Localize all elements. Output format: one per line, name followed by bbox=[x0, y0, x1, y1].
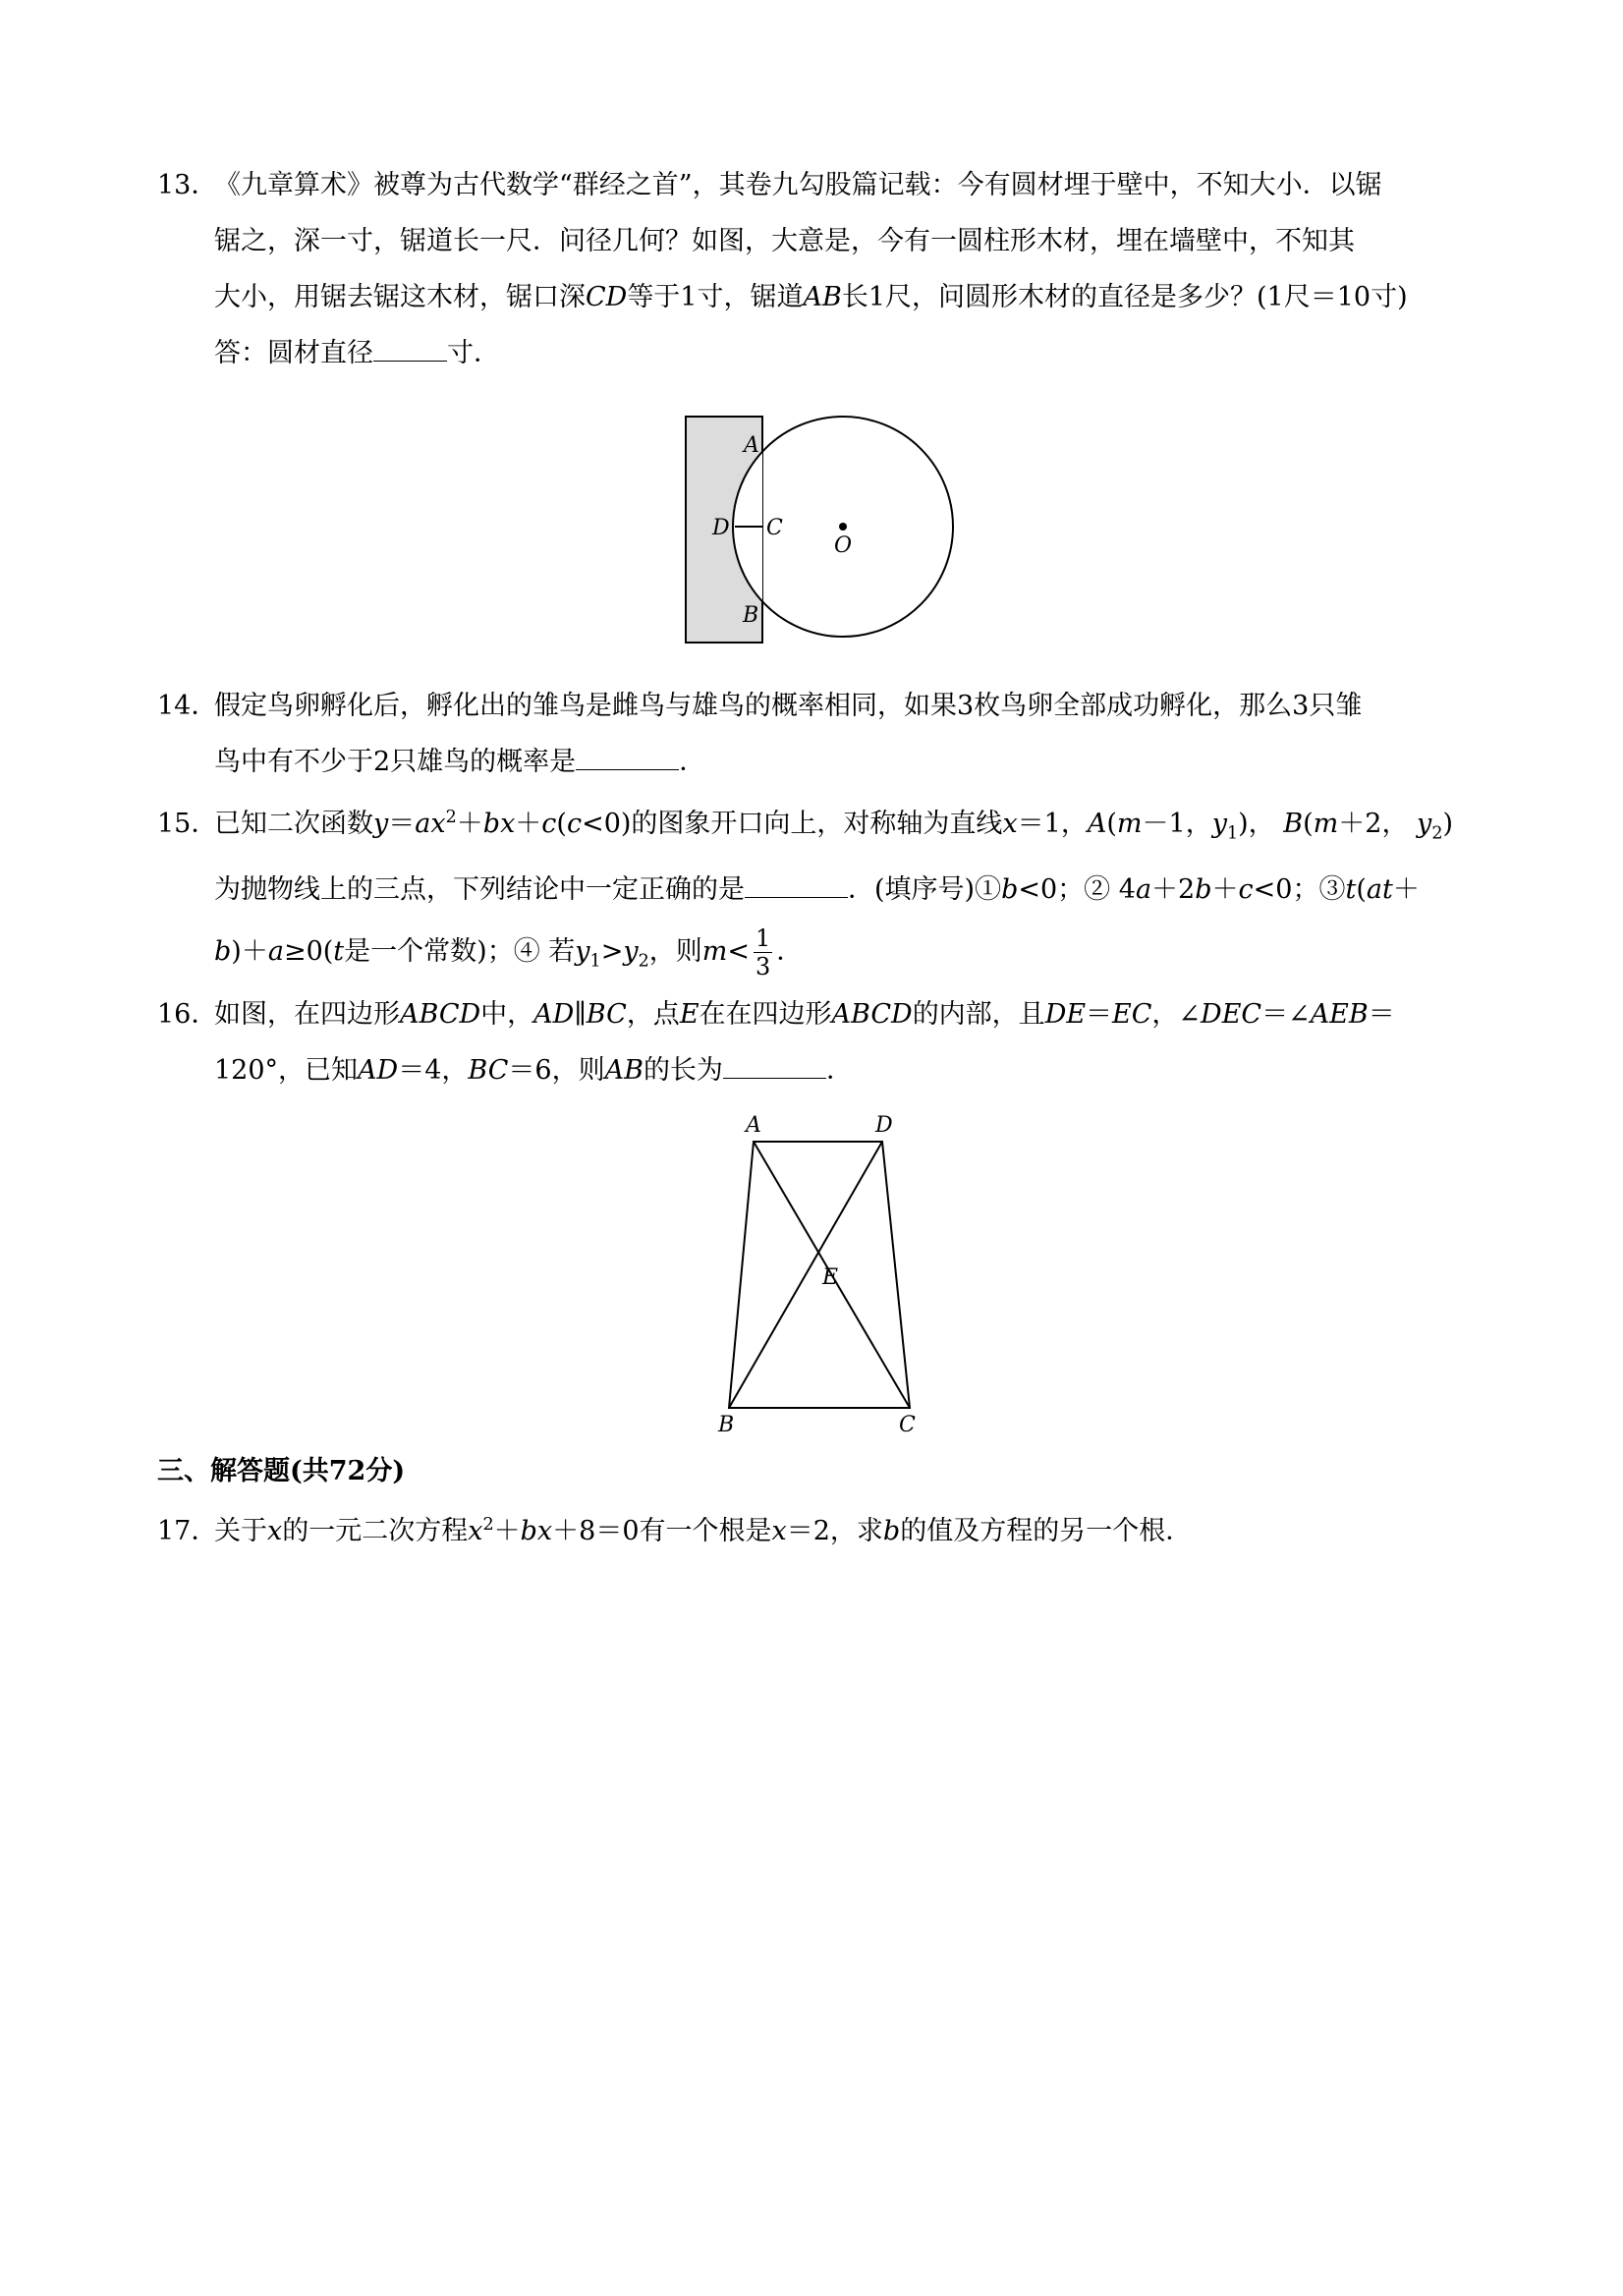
q13-line-4: 答：圆材直径 寸． bbox=[157, 325, 1483, 381]
section-3-heading: 三、解答题(共72分) bbox=[157, 1456, 406, 1486]
q16-line-1: 16．如图，在四边形ABCD中，AD∥BC，点E在在四边形ABCD的内部，且DE＝EC，∠DEC＝∠AEB＝ bbox=[157, 999, 1395, 1030]
question-17 bbox=[157, 1497, 1483, 1559]
question-14 bbox=[157, 678, 1483, 790]
question-13 bbox=[157, 157, 1483, 381]
q14-answer-blank bbox=[576, 740, 679, 770]
q13-line-1: 13．《九章算术》被尊为古代数学“群经之首”，其卷九勾股篇记载：今有圆材埋于壁中，不知大小．以锯 bbox=[157, 170, 1382, 200]
q15-line-2: 为抛物线上的三点，下列结论中一定正确的是 ．(填序号)①b<0；② 4a＋2b＋c<0；③t(at＋ bbox=[157, 862, 1483, 918]
label-d: D bbox=[875, 1113, 893, 1138]
fraction-one-third: $\frac{1}{3}$ bbox=[755, 924, 771, 981]
q14-line-1: 14．假定鸟卵孵化后，孵化出的雏鸟是雌鸟与雄鸟的概率相同，如果3枚鸟卵全部成功孵化，那么3只雏 bbox=[157, 691, 1363, 721]
q15-line-1: 15．已知二次函数$y=ax^2+bx+c(c<0)$的图象开口向上，对称轴为直线x＝1，A(m－1，$y_1$)， B(m＋2， $y_2$) bbox=[157, 808, 1454, 844]
label-e: E bbox=[822, 1265, 839, 1290]
center-dot bbox=[839, 523, 847, 531]
question-16 bbox=[157, 986, 1483, 1098]
label-o: O bbox=[834, 533, 853, 558]
label-d: D bbox=[712, 516, 730, 540]
q13-answer-blank bbox=[373, 331, 447, 362]
label-a: A bbox=[746, 1113, 761, 1138]
quadrilateral-abcd bbox=[729, 1142, 910, 1408]
label-c: C bbox=[766, 516, 783, 540]
q13-line-2: 锯之，深一寸，锯道长一尺．问径几何？如图，大意是，今有一圆柱形木材，埋在墙壁中，不知其 bbox=[214, 226, 1355, 256]
q16-line-2: 120°，已知AD＝4，BC＝6，则AB的长为 ． bbox=[157, 1042, 1483, 1098]
q15-line-3: b)＋a≥0(t是一个常数)；④ 若$y_1>y_2$，则m< $\frac{1}{3}$ ． bbox=[214, 924, 804, 981]
q14-line-2: 鸟中有不少于2只雄鸟的概率是 ． bbox=[157, 734, 1483, 790]
q16-answer-blank bbox=[723, 1048, 826, 1079]
question-15 bbox=[157, 790, 1483, 986]
q13-figure bbox=[678, 411, 963, 648]
label-b: B bbox=[743, 603, 759, 628]
q13-line-3: 大小，用锯去锯这木材，锯口深CD等于1寸，锯道AB长1尺，问圆形木材的直径是多少？(1尺＝10寸) bbox=[214, 282, 1408, 312]
q15-answer-blank bbox=[745, 868, 848, 899]
q16-figure bbox=[712, 1110, 928, 1434]
label-c: C bbox=[899, 1413, 916, 1434]
segment-de bbox=[729, 1142, 882, 1408]
label-a: A bbox=[744, 433, 759, 458]
q17-line-1: 17．关于x的一元二次方程$x^2+bx+8=0$有一个根是x＝2，求b的值及方程的另一个根． bbox=[157, 1515, 1193, 1546]
label-b: B bbox=[718, 1413, 735, 1434]
